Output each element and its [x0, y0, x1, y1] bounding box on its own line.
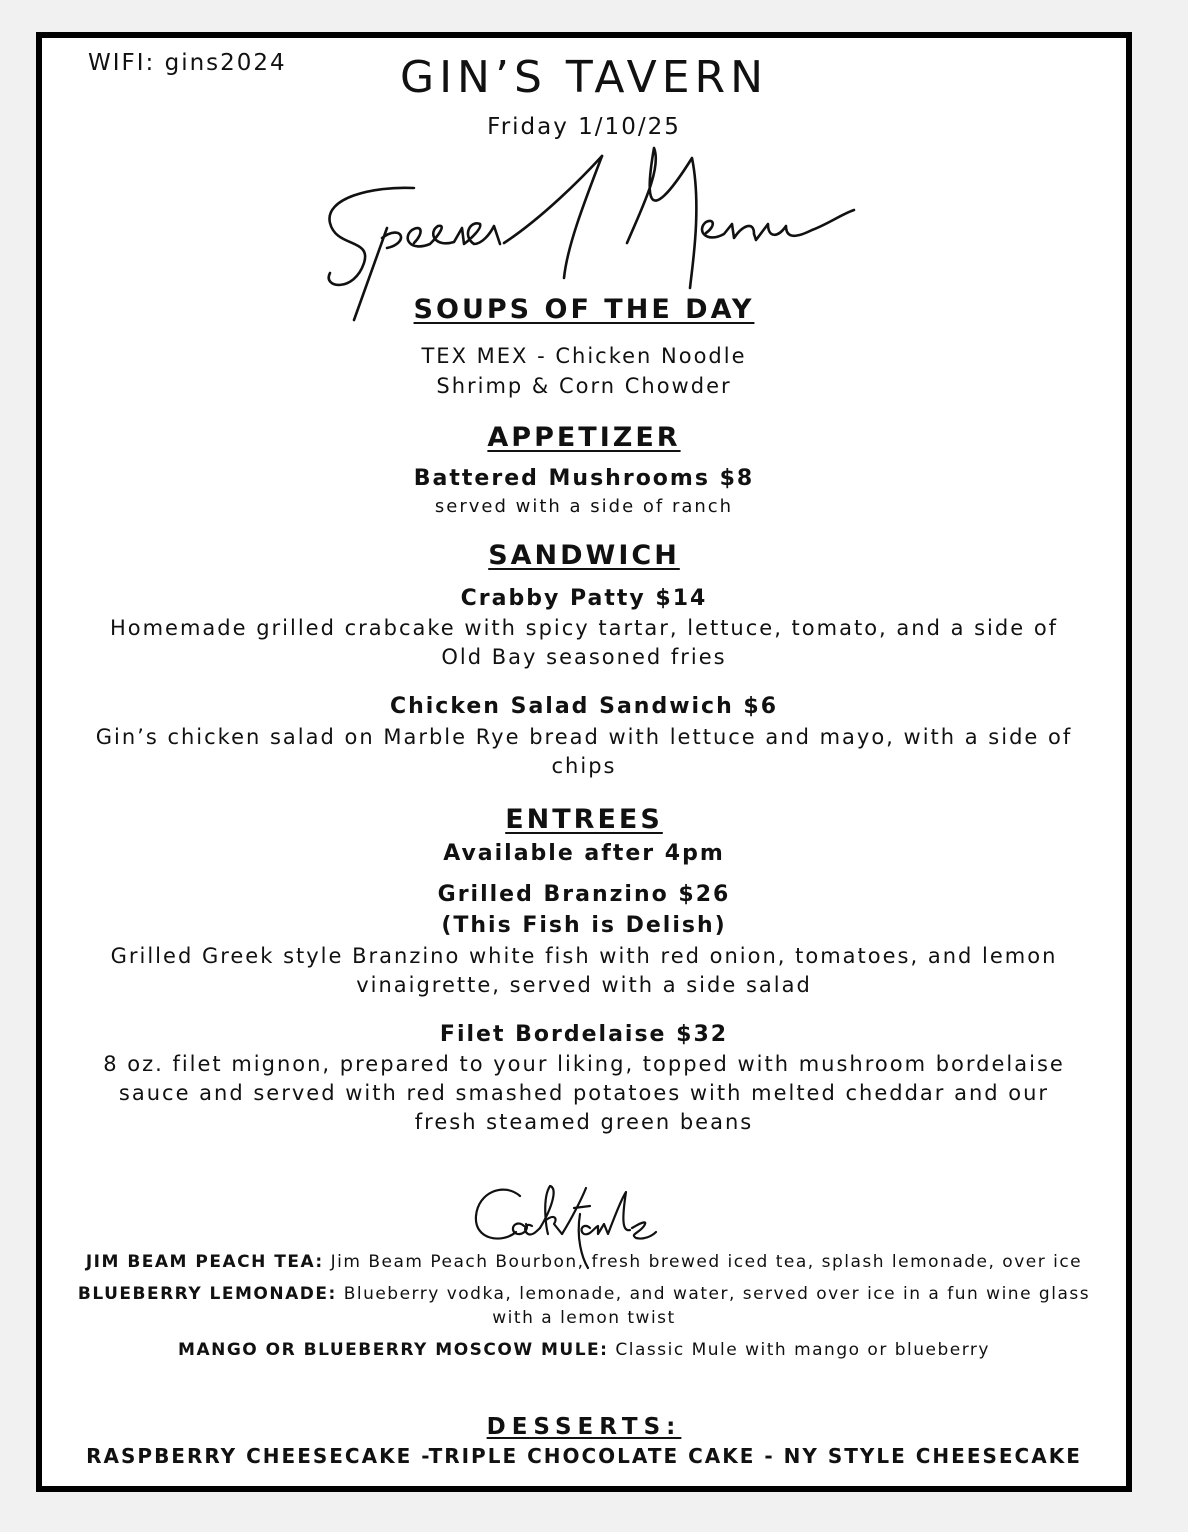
cocktail-name: JIM BEAM PEACH TEA:: [85, 1252, 324, 1272]
soup-1: TEX MEX - Chicken Noodle: [421, 344, 747, 368]
entree-item-desc: fresh steamed green beans: [414, 1110, 754, 1134]
entree-item-desc: Grilled Greek style Branzino white fish with red onion, tomatoes, and lemon: [110, 944, 1058, 968]
appetizer-heading: APPETIZER: [487, 422, 681, 453]
cocktail-name: BLUEBERRY LEMONADE:: [77, 1284, 337, 1304]
entrees-heading: ENTREES: [505, 804, 663, 835]
entrees-note: Available after 4pm: [443, 841, 725, 866]
cocktail-desc-cont: with a lemon twist: [492, 1308, 676, 1328]
sandwich-item-desc: Homemade grilled crabcake with spicy tartar, lettuce, tomato, and a side of: [109, 616, 1059, 640]
entree-item-name: Grilled Branzino $26: [437, 882, 731, 907]
entree-item-subtitle: (This Fish is Delish): [441, 913, 727, 938]
menu-border: [36, 32, 1132, 1492]
cocktail-desc: Blueberry vodka, lemonade, and water, served over ice in a fun wine glass: [343, 1284, 1091, 1304]
soup-2: Shrimp & Corn Chowder: [436, 374, 732, 398]
entree-item-desc: sauce and served with red smashed potatoes with melted cheddar and our: [118, 1081, 1050, 1105]
cocktail-desc: Classic Mule with mango or blueberry: [615, 1340, 990, 1360]
restaurant-title: GIN’S TAVERN: [399, 52, 769, 103]
sandwich-item-desc: Old Bay seasoned fries: [441, 645, 727, 669]
desserts-list: RASPBERRY CHEESECAKE -TRIPLE CHOCOLATE CAKE - NY STYLE CHEESECAKE: [86, 1444, 1082, 1468]
wifi-label: WIFI: gins2024: [88, 50, 287, 76]
cocktail-item: [42, 1250, 1126, 1274]
soups-heading: SOUPS OF THE DAY: [413, 294, 755, 325]
cocktail-item: [42, 1338, 1126, 1362]
appetizer-item: Battered Mushrooms $8: [413, 466, 755, 491]
menu-date: Friday 1/10/25: [487, 114, 681, 140]
cocktail-item: [42, 1282, 1126, 1306]
special-menu-script: [42, 38, 1126, 338]
menu-sheet: [42, 38, 1126, 1486]
sandwich-item-name: Crabby Patty $14: [460, 586, 708, 611]
sandwich-item-name: Chicken Salad Sandwich $6: [389, 694, 779, 719]
appetizer-desc: served with a side of ranch: [434, 496, 734, 517]
sandwich-item-desc: Gin’s chicken salad on Marble Rye bread with lettuce and mayo, with a side of: [95, 725, 1073, 749]
entree-item-name: Filet Bordelaise $32: [439, 1022, 729, 1047]
sandwich-heading: SANDWICH: [488, 540, 680, 571]
cocktail-desc: Jim Beam Peach Bourbon, fresh brewed iced tea, splash lemonade, over ice: [330, 1252, 1083, 1272]
cocktail-name: MANGO OR BLUEBERRY MOSCOW MULE:: [178, 1340, 609, 1360]
desserts-heading: DESSERTS:: [486, 1414, 682, 1440]
entree-item-desc: vinaigrette, served with a side salad: [356, 973, 812, 997]
sandwich-item-desc: chips: [551, 754, 617, 778]
entree-item-desc: 8 oz. filet mignon, prepared to your liking, topped with mushroom bordelaise: [103, 1052, 1065, 1076]
